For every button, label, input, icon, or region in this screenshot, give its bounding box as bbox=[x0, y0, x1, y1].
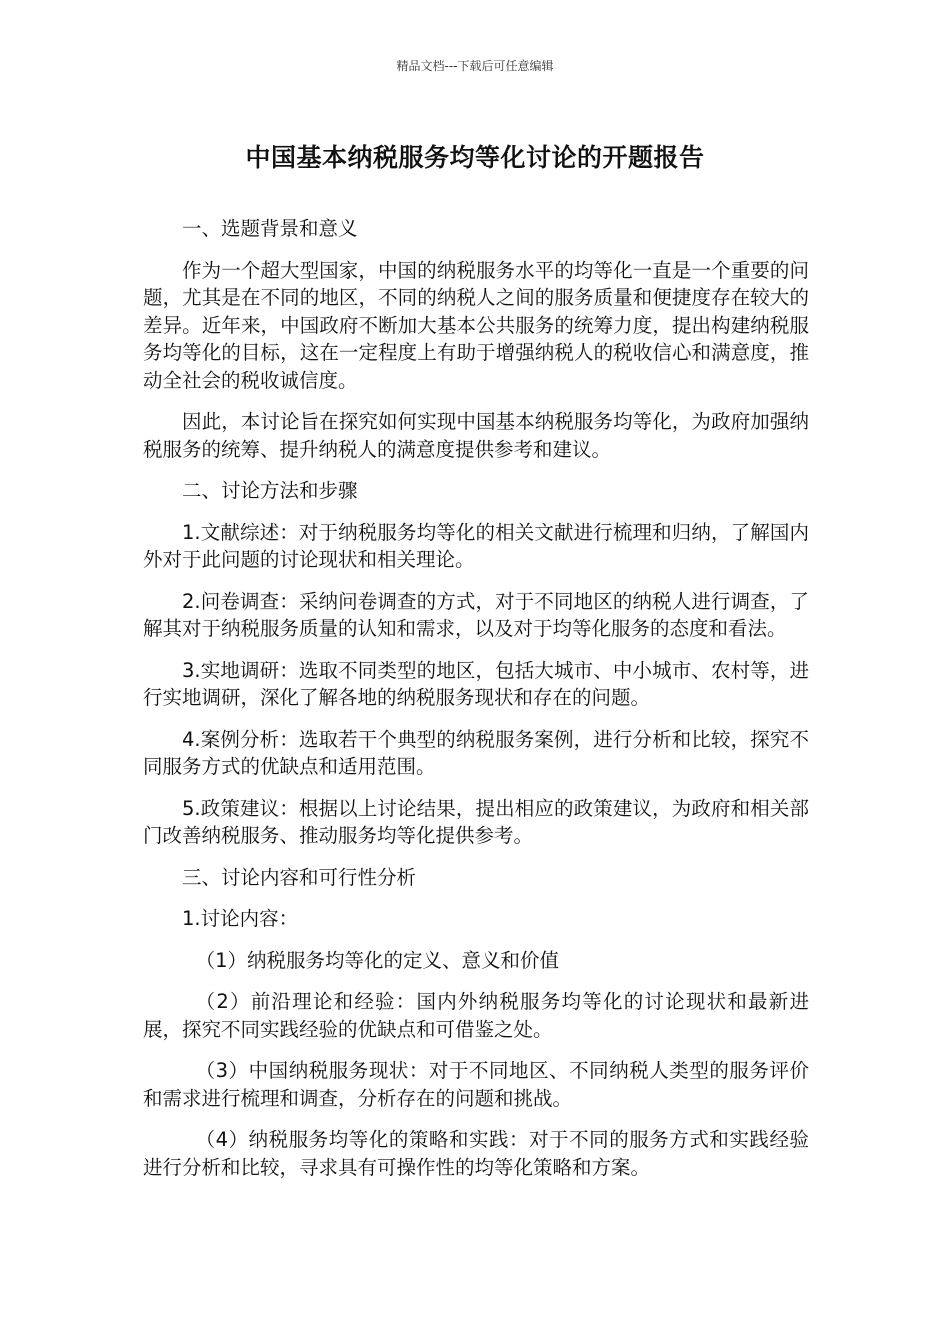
paragraph-purpose: 因此，本讨论旨在探究如何实现中国基本纳税服务均等化，为政府加强纳税服务的统筹、提升纳税人的满意度提供参考和建议。 bbox=[143, 410, 809, 461]
method-item-survey: 2.问卷调查：采纳问卷调查的方式，对于不同地区的纳税人进行调查，了解其对于纳税服务质量的认知和需求，以及对于均等化服务的态度和看法。 bbox=[143, 589, 809, 640]
section-heading-content: 三、讨论内容和可行性分析 bbox=[182, 865, 417, 889]
content-item-definition: （1）纳税服务均等化的定义、意义和价值 bbox=[195, 948, 560, 972]
method-item-literature-review: 1.文献综述：对于纳税服务均等化的相关文献进行梳理和归纳，了解国内外对于此问题的讨论现状和相关理论。 bbox=[143, 520, 809, 571]
method-item-policy-advice: 5.政策建议：根据以上讨论结果，提出相应的政策建议，为政府和相关部门改善纳税服务、推动服务均等化提供参考。 bbox=[143, 796, 809, 847]
content-subheading: 1.讨论内容： bbox=[182, 907, 299, 930]
section-heading-methods: 二、讨论方法和步骤 bbox=[182, 479, 358, 502]
header-note: 精品文档---下载后可任意编辑 bbox=[396, 59, 554, 73]
method-item-field-research: 3.实地调研：选取不同类型的地区，包括大城市、中小城市、农村等，进行实地调研，深化了解各地的纳税服务现状和存在的问题。 bbox=[143, 658, 809, 709]
section-heading-background: 一、选题背景和意义 bbox=[182, 217, 358, 240]
paragraph-background: 作为一个超大型国家，中国的纳税服务水平的均等化一直是一个重要的问题，尤其是在不同的地区，不同的纳税人之间的服务质量和便捷度存在较大的差异。近年来，中国政府不断加大基本公共服务的统筹力度，提出构建纳税服务均等化的目标，这在一定程度上有助于增强纳税人的税收信心和满意度，推动全社会的税收诚信度。 bbox=[143, 258, 809, 392]
method-item-case-analysis: 4.案例分析：选取若干个典型的纳税服务案例，进行分析和比较，探究不同服务方式的优缺点和适用范围。 bbox=[143, 727, 809, 778]
content-item-theory: （2）前沿理论和经验：国内外纳税服务均等化的讨论现状和最新进展，探究不同实践经验的优缺点和可借鉴之处。 bbox=[143, 990, 809, 1041]
document-title: 中国基本纳税服务均等化讨论的开题报告 bbox=[245, 143, 705, 172]
document-body bbox=[143, 215, 809, 1195]
content-item-status: （3）中国纳税服务现状：对于不同地区、不同纳税人类型的服务评价和需求进行梳理和调查，分析存在的问题和挑战。 bbox=[143, 1059, 809, 1110]
content-item-strategy: （4）纳税服务均等化的策略和实践：对于不同的服务方式和实践经验进行分析和比较，寻求具有可操作性的均等化策略和方案。 bbox=[143, 1128, 809, 1179]
